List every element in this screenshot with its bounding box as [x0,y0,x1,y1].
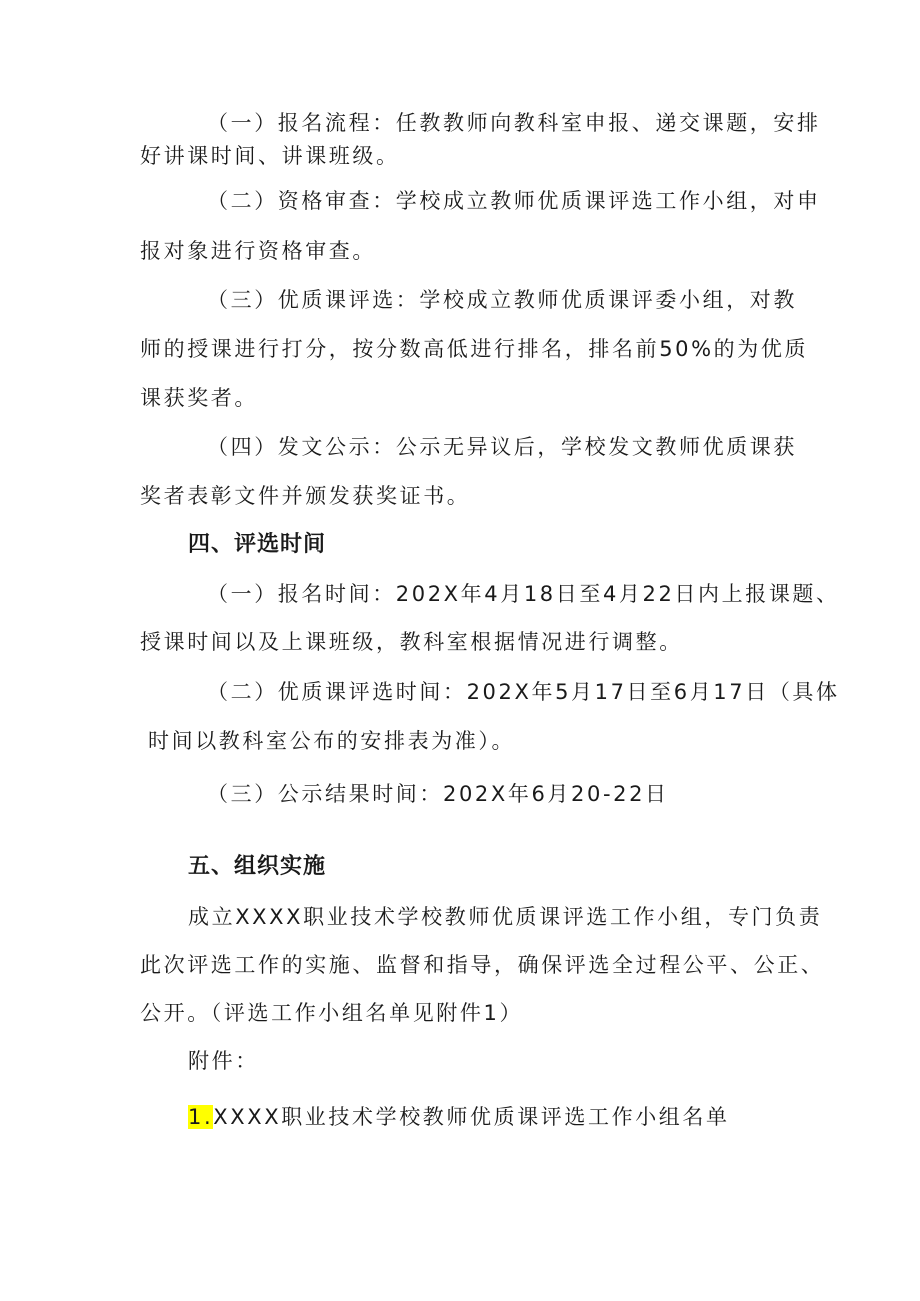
paragraph-registration-time-line2: 授课时间以及上课班级，教科室根据情况进行调整。 [140,630,683,654]
paragraph-qualification-review-line1: （二）资格审查：学校成立教师优质课评选工作小组，对申 [207,189,821,213]
paragraph-registration-time-line1: （一）报名时间：202X年4月18日至4月22日内上报课题、 [207,582,840,606]
paragraph-qualification-review-line2: 报对象进行资格审查。 [140,239,376,263]
paragraph-organization-line2: 此次评选工作的实施、监督和指导，确保评选全过程公平、公正、 [140,953,825,977]
paragraph-organization-line1: 成立XXXX职业技术学校教师优质课评选工作小组，专门负责 [188,905,823,929]
paragraph-registration-process-line1: （一）报名流程：任教教师向教科室申报、递交课题，安排 [207,111,821,135]
paragraph-registration-process-line2: 好讲课时间、讲课班级。 [140,144,400,168]
paragraph-organization-line3: 公开。（评选工作小组名单见附件1） [140,1001,524,1025]
attachment-number-highlight: 1. [188,1105,214,1129]
attachment-title: XXXX职业技术学校教师优质课评选工作小组名单 [213,1105,730,1129]
paragraph-quality-class-selection-line3: 课获奖者。 [140,386,258,410]
paragraph-selection-period-line2: 时间以教科室公布的安排表为准）。 [148,729,516,753]
paragraph-publication-line2: 奖者表彰文件并颁发获奖证书。 [140,484,471,508]
section-heading-selection-time: 四、评选时间 [188,532,327,557]
attachments-label: 附件： [188,1049,259,1073]
paragraph-publication-line1: （四）发文公示：公示无异议后，学校发文教师优质课获 [207,435,797,459]
paragraph-quality-class-selection-line1: （三）优质课评选：学校成立教师优质课评委小组，对教 [207,288,797,312]
attachment-item-1 [188,1102,730,1132]
paragraph-selection-period-line1: （二）优质课评选时间：202X年5月17日至6月17日（具体 [207,680,840,704]
paragraph-quality-class-selection-line2: 师的授课进行打分，按分数高低进行排名，排名前50%的为优质 [140,337,809,361]
paragraph-announcement-time: （三）公示结果时间：202X年6月20-22日 [207,782,669,806]
section-heading-organization: 五、组织实施 [188,854,327,879]
